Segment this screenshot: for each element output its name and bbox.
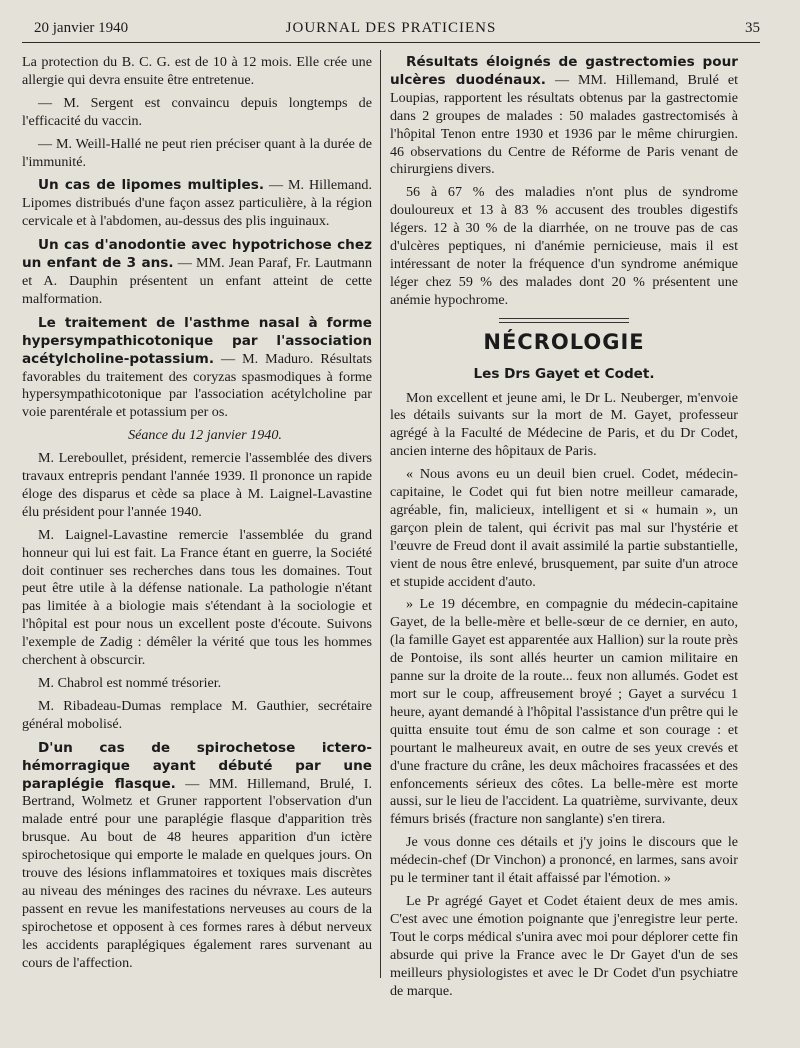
- article-heading: Un cas de lipomes multiples.: [38, 177, 264, 194]
- paragraph: Je vous donne ces détails et j'y joins le discours que le médecin-chef (Dr Vinchon) a prononcé, en larmes, sans avoir pu le terminer tant il était affaissé par l'émotion. »: [390, 834, 738, 887]
- decorative-rule: [499, 318, 629, 326]
- paragraph: 56 à 67 % des maladies n'ont plus de syndrome douloureux et 13 à 83 % accusent des troubles digestifs légers. 12 à 30 % de la diarrhée, on ne trouve pas de cas d'ulcères peptiques, ni d'anémie pernicieuse, mais il est intéressant de noter la fréquence d'un syndrome anémique léger chez 59 % des malades dont 20 % présentent une anémie hypochrome.: [390, 184, 738, 308]
- paragraph: M. Lereboullet, président, remercie l'assemblée des divers travaux entrepris pendant l'année 1939. Il prononce un rapide éloge des disparus et cède sa place à M. Laignel-Lavastine élu président pour l'année 1940.: [22, 450, 372, 520]
- header-date: 20 janvier 1940: [34, 20, 129, 36]
- article-heading: D'un cas de spirochetose ictero-hémorragique ayant débuté par une paraplégie flasque.: [22, 739, 372, 792]
- running-header: [22, 18, 760, 43]
- article-heading: Un cas d'anodontie avec hypotrichose chez un enfant de 3 ans.: [22, 237, 372, 272]
- article-body: — M. Maduro. Résultats favorables du traitement des coryzas spasmodiques à forme hypersympathicotonique par l'association acétylcholine par voie parentérale et potassium per os.: [22, 350, 372, 421]
- paragraph: M. Chabrol est nommé trésorier.: [38, 675, 222, 691]
- paragraph: La protection du B. C. G. est de 10 à 12 mois. Elle crée une allergie qui devra ensuite être entretenue.: [22, 54, 372, 88]
- left-column: [22, 54, 372, 978]
- column-divider: [380, 50, 381, 978]
- paragraph: Le Pr agrégé Gayet et Codet étaient deux de mes amis. C'est avec une émotion poignante que j'enregistre leur perte. Tout le corps médical s'unira avec moi pour déplorer cette fin absurde qui prive la France avec le Dr Gayet d'un de ses meilleurs physiologistes et avec le Dr Codet d'un psychiatre de marque.: [390, 892, 738, 999]
- article: [22, 740, 372, 973]
- paragraph: » Le 19 décembre, en compagnie du médecin-capitaine Gayet, de la belle-mère et belle-sœur de ce dernier, en auto, (la famille Gayet est apparentée aux Hallion) sur la route près de Pontoise, ils sont allés heurter un camion militaire en panne sur la droite de la route... feux non allumés. Godet est mort sur le coup, affreusement broyé ; Gayet a survécu 1 heure, ayant demandé à l'hôpital l'assistance d'un prêtre qui le quitta ensuite tout ému de son calme et son courage : et pourtant le malheureux avait, en outre de ses yeux crevés et d'une fracture du crâne, les deux mâchoires fracassées et des enfoncements sérieux des côtes. La belle-mère est morte aussi, sur le lieu de l'accident. La quatrième, survivante, deux fémurs brisés (fracture non sanglante) s'en tirera.: [390, 596, 738, 828]
- paragraph: M. Laignel-Lavastine remercie l'assemblée du grand honneur qui lui est fait. La France étant en guerre, la Société doit continuer ses recherches dans tous les domaines. Tout peut être utile à la défense nationale. La pathologie n'étant pas limitée à a biologie mais s'étendant à la sociologie et l'hôpital est pour nous un excellent poste d'écoute. Suivons l'exemple de Zadig : démêler la vérité que tous les hommes cherchent à obscurcir.: [22, 526, 372, 669]
- article-body: — MM. Jean Paraf, Fr. Lautmann et A. Dauphin présentent un enfant atteint de cette malformation.: [22, 255, 372, 307]
- article-body: — MM. Hillemand, Brulé, I. Bertrand, Wolmetz et Gruner rapportent l'observation d'un malade entré pour une paraplégie flasque d'apparition très brusque. Au bout de 48 heures apparition d'un ictère spirochetosique qui emporte le malade en quelques jours. On trouve des lésions inflammatoires et toxiques mais discrètes au niveau des méninges des racines du névraxe. Les auteurs passent en revue les manifestations nerveuses au cours de la spirochetose et opposent à ces formes rares à début nerveux les accidents paraplégiques également rares survenant au cours de l'affection.: [22, 775, 372, 971]
- session-heading: Séance du 12 janvier 1940.: [128, 427, 282, 444]
- paragraph: M. Ribadeau-Dumas remplace M. Gauthier, secrétaire général mobolisé.: [22, 697, 372, 732]
- paragraph: Mon excellent et jeune ami, le Dr L. Neuberger, m'envoie les détails suivants sur la mort de M. Gayet, professeur agrégé à la Faculté de Médecine de Paris, et du Dr Codet, ancien interne des hôpitaux de Paris.: [390, 389, 738, 460]
- article-body: — M. Hillemand. Lipomes distribués d'une façon assez particulière, à la région cervicale et à l'abdomen, au-dessus des plis inguinaux.: [22, 177, 372, 230]
- paragraph: « Nous avons eu un deuil bien cruel. Codet, médecin-capitaine, le Codet qui fut bien notre meilleur camarade, agréable, fin, malicieux, intelligent et si « humain », un garçon plein de talent, qui écrivit pas mal sur l'hystérie et l'œuvre de Freud dont il avait assimilé la partie substantielle, vient de nous être enlevé, brusquement, par suite d'un atroce et stupide accident d'auto.: [390, 466, 738, 590]
- article-heading: Résultats éloignés de gastrectomies pour ulcères duodénaux.: [390, 54, 738, 88]
- article: [390, 54, 738, 179]
- paragraph: — M. Sergent est convaincu depuis longtemps de l'efficacité du vaccin.: [22, 94, 372, 129]
- header-page-number: 35: [745, 20, 760, 36]
- article: [22, 177, 372, 231]
- article: [22, 237, 372, 309]
- article-heading: Le traitement de l'asthme nasal à forme hypersympathicotonique par l'association acétylcholine-potassium.: [22, 314, 372, 367]
- article-body: — MM. Hillemand, Brulé et Loupias, rapportent les résultats obtenus par la gastrectomie dans 2 groupes de malades : 50 malades gastrectomisés à l'hôpital Tenon entre 1930 et 1936 par le même chirurgien. 46 observations du Centre de Réforme de Paris venant de chirurgiens divers.: [390, 71, 738, 178]
- obituary-subheading: Les Drs Gayet et Codet.: [473, 365, 655, 382]
- right-column: [390, 54, 738, 1005]
- header-journal-title: JOURNAL DES PRATICIENS: [285, 20, 497, 36]
- paragraph: — M. Weill-Hallé ne peut rien préciser quant à la durée de l'immunité.: [22, 135, 372, 170]
- section-title-necrologie: NÉCROLOGIE: [483, 329, 645, 354]
- article: [22, 315, 372, 422]
